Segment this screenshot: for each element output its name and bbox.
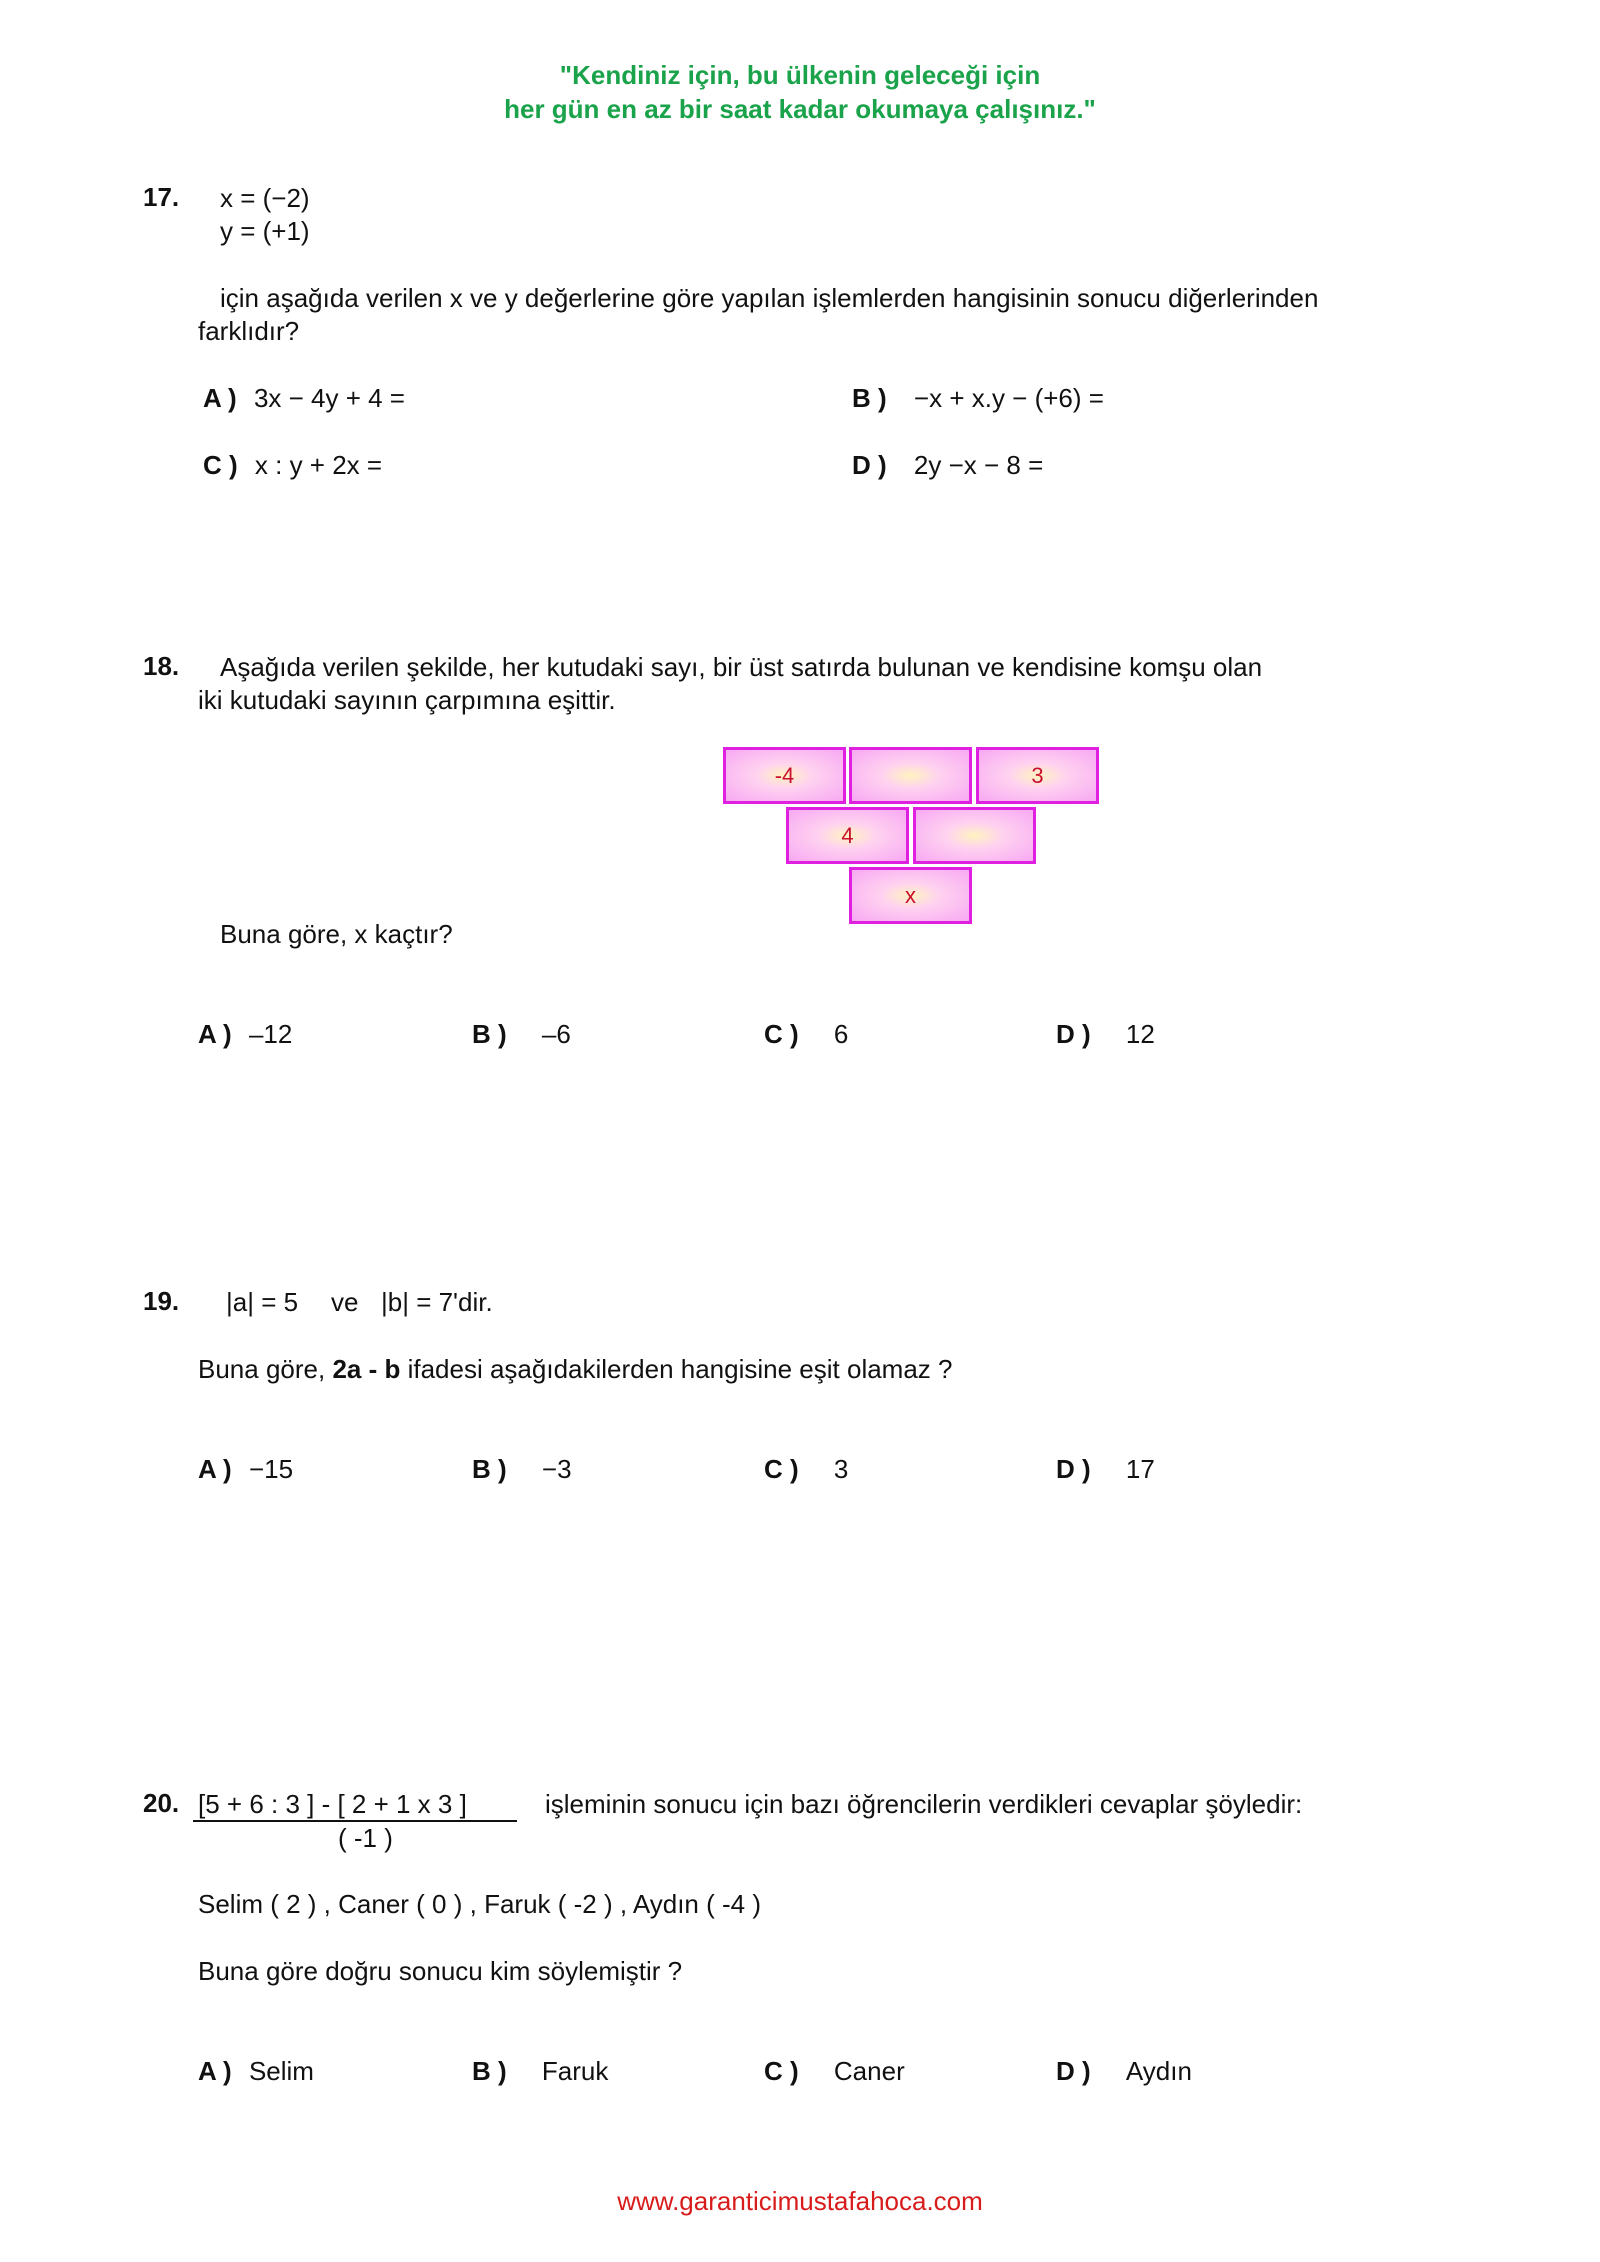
q20-option-d[interactable] bbox=[1056, 2055, 1192, 2087]
pyramid-box-r1-c2 bbox=[849, 747, 972, 804]
option-value: 3 bbox=[833, 1454, 849, 1484]
q17-option-a[interactable] bbox=[203, 382, 405, 414]
option-value: x : y + 2x = bbox=[254, 450, 383, 480]
quote-line-2: her gün en az bir saat kadar okumaya çalışınız." bbox=[504, 94, 1096, 124]
option-value: Aydın bbox=[1125, 2056, 1192, 2086]
option-value: Caner bbox=[833, 2056, 905, 2086]
q20-numerator: [5 + 6 : 3 ] - [ 2 + 1 x 3 ] bbox=[198, 1789, 467, 1819]
q19-option-a[interactable] bbox=[198, 1453, 293, 1485]
q18-option-a[interactable] bbox=[198, 1018, 292, 1050]
q20-answers: Selim ( 2 ) , Caner ( 0 ) , Faruk ( -2 ) , Aydın ( -4 ) bbox=[198, 1889, 761, 1919]
option-value: 17 bbox=[1125, 1454, 1155, 1484]
q17-option-c[interactable] bbox=[203, 449, 382, 481]
question-19-number: 19. bbox=[143, 1286, 180, 1316]
q17-given-x: x = (−2) bbox=[220, 183, 310, 213]
q19-question-expression: 2a - b bbox=[332, 1354, 401, 1384]
q20-option-b[interactable] bbox=[472, 2055, 608, 2087]
option-label: A ) bbox=[198, 1019, 232, 1049]
q17-option-b[interactable] bbox=[852, 382, 1104, 414]
option-label: A ) bbox=[203, 383, 237, 413]
q18-text-line-2: iki kutudaki sayının çarpımına eşittir. bbox=[198, 685, 616, 715]
quote-line-1: "Kendiniz için, bu ülkenin geleceği için bbox=[559, 60, 1041, 90]
option-label: D ) bbox=[852, 450, 887, 480]
option-value: 12 bbox=[1125, 1019, 1155, 1049]
q18-option-d[interactable] bbox=[1056, 1018, 1155, 1050]
q19-given-b: |b| = 7'dir. bbox=[381, 1287, 493, 1317]
q19-option-d[interactable] bbox=[1056, 1453, 1155, 1485]
option-value: Selim bbox=[248, 2056, 314, 2086]
question-17-number: 17. bbox=[143, 182, 180, 212]
q19-option-c[interactable] bbox=[764, 1453, 848, 1485]
option-value: −3 bbox=[541, 1454, 572, 1484]
option-label: B ) bbox=[852, 383, 887, 413]
pyramid-box-r2-c1: 4 bbox=[786, 807, 909, 864]
option-value: 6 bbox=[833, 1019, 849, 1049]
q17-given-y: y = (+1) bbox=[220, 216, 310, 246]
q20-option-c[interactable] bbox=[764, 2055, 905, 2087]
footer-website-link[interactable]: www.garanticimustafahoca.com bbox=[617, 2186, 983, 2216]
option-label: D ) bbox=[1056, 1454, 1091, 1484]
q19-question-post: ifadesi aşağıdakilerden hangisine eşit olamaz ? bbox=[400, 1354, 953, 1384]
q17-option-d[interactable] bbox=[852, 449, 1043, 481]
option-value: −x + x.y − (+6) = bbox=[913, 383, 1104, 413]
pyramid-box-r3-c1: x bbox=[849, 867, 972, 924]
option-label: B ) bbox=[472, 2056, 507, 2086]
q20-text: işleminin sonucu için bazı öğrencilerin verdikleri cevaplar şöyledir: bbox=[545, 1789, 1303, 1819]
pyramid-box-r2-c2 bbox=[913, 807, 1036, 864]
option-label: C ) bbox=[764, 2056, 799, 2086]
option-label: C ) bbox=[764, 1454, 799, 1484]
q18-option-b[interactable] bbox=[472, 1018, 571, 1050]
question-20-number: 20. bbox=[143, 1788, 180, 1818]
option-label: A ) bbox=[198, 1454, 232, 1484]
q17-text-line-1: için aşağıda verilen x ve y değerlerine göre yapılan işlemlerden hangisinin sonucu diğerlerinden bbox=[220, 283, 1319, 313]
option-label: C ) bbox=[203, 450, 238, 480]
q20-question: Buna göre doğru sonucu kim söylemiştir ? bbox=[198, 1956, 683, 1986]
option-label: D ) bbox=[1056, 1019, 1091, 1049]
option-value: –12 bbox=[248, 1019, 293, 1049]
option-label: A ) bbox=[198, 2056, 232, 2086]
q20-option-a[interactable] bbox=[198, 2055, 314, 2087]
option-value: −15 bbox=[248, 1454, 294, 1484]
q19-given-ve: ve bbox=[331, 1287, 359, 1317]
question-18-number: 18. bbox=[143, 651, 180, 681]
q19-option-b[interactable] bbox=[472, 1453, 572, 1485]
pyramid-box-r1-c3: 3 bbox=[976, 747, 1099, 804]
option-value: 3x − 4y + 4 = bbox=[253, 383, 405, 413]
option-label: D ) bbox=[1056, 2056, 1091, 2086]
q19-question-pre: Buna göre, bbox=[198, 1354, 333, 1384]
option-label: C ) bbox=[764, 1019, 799, 1049]
option-label: B ) bbox=[472, 1454, 507, 1484]
q18-option-c[interactable] bbox=[764, 1018, 848, 1050]
q19-question bbox=[198, 1353, 952, 1385]
q20-denominator: ( -1 ) bbox=[338, 1823, 393, 1853]
q18-text-line-1: Aşağıda verilen şekilde, her kutudaki sayı, bir üst satırda bulunan ve kendisine komşu olan bbox=[220, 652, 1263, 682]
option-value: Faruk bbox=[541, 2056, 609, 2086]
option-label: B ) bbox=[472, 1019, 507, 1049]
q19-given-a: |a| = 5 bbox=[226, 1287, 299, 1317]
q18-question: Buna göre, x kaçtır? bbox=[220, 919, 453, 949]
option-value: –6 bbox=[541, 1019, 571, 1049]
pyramid-box-r1-c1: -4 bbox=[723, 747, 846, 804]
q17-text-line-2: farklıdır? bbox=[198, 316, 300, 346]
option-value: 2y −x − 8 = bbox=[913, 450, 1044, 480]
